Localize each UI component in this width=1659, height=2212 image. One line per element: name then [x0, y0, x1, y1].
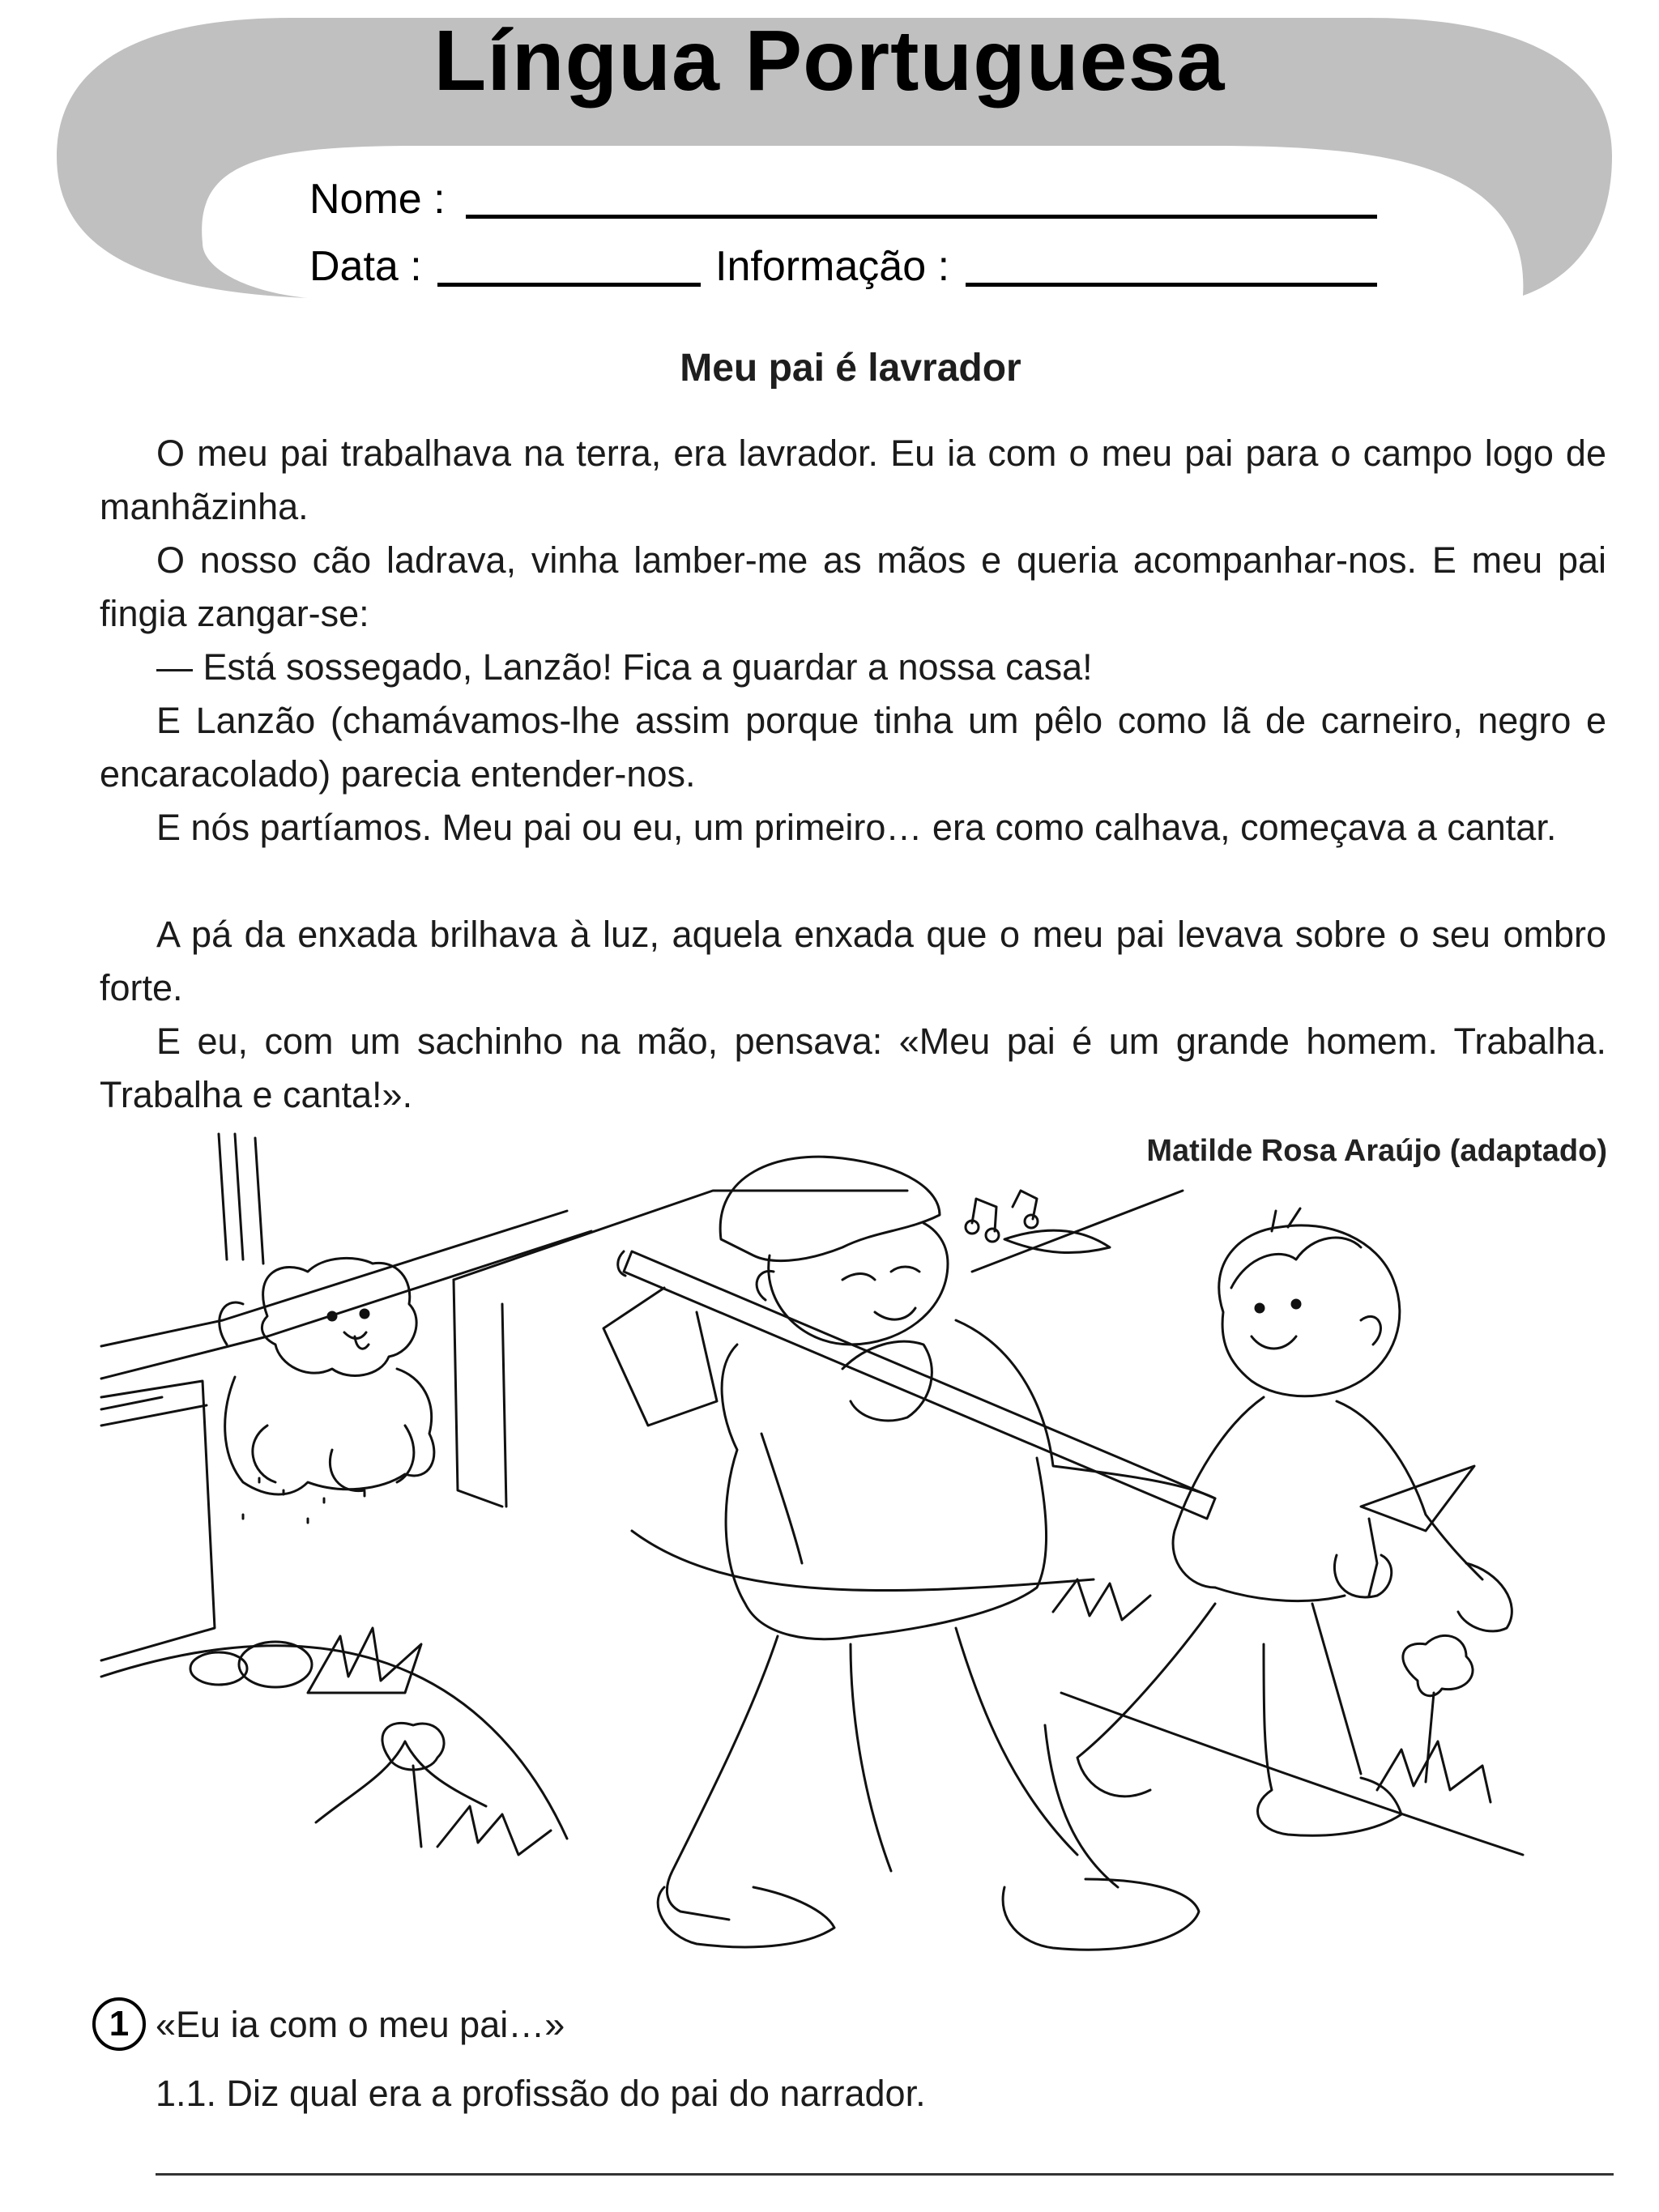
question-number-badge: 1 — [92, 1997, 146, 2051]
story-title: Meu pai é lavrador — [680, 347, 1021, 390]
wall-background — [101, 1134, 1183, 1660]
story-author: Matilde Rosa Araújo (adaptado) — [1146, 1134, 1607, 1168]
story-paragraph: O meu pai trabalhava na terra, era lavrador. Eu ia com o meu pai para o campo logo de manhãzinha. — [100, 433, 1606, 527]
story-paragraph: E nós partíamos. Meu pai ou eu, um primeiro… era como calhava, começava a cantar. — [156, 807, 1557, 848]
story-paragraph: A pá da enxada brilhava à luz, aquela enxada que o meu pai levava sobre o seu ombro forte. — [100, 914, 1606, 1008]
date-field-line[interactable] — [437, 283, 701, 287]
date-label: Data : — [309, 243, 422, 290]
info-label: Informação : — [715, 243, 950, 290]
coloring-illustration — [0, 1077, 1659, 2001]
worksheet-title: Língua Portuguesa — [433, 13, 1226, 109]
rocks-and-plants — [190, 1230, 1491, 1855]
answer-line[interactable] — [156, 2173, 1614, 2176]
name-field-line[interactable] — [466, 215, 1377, 219]
story-paragraph: E eu, com um sachinho na mão, pensava: «Meu pai é um grande homem. Trabalha. Trabalha e canta!». — [100, 1021, 1606, 1115]
name-label: Nome : — [309, 176, 446, 223]
question-quote: «Eu ia com o meu pai…» — [156, 2004, 565, 2045]
father-with-hoe — [603, 1157, 1215, 1950]
story-paragraph: O nosso cão ladrava, vinha lamber-me as mãos e queria acompanhar-nos. E meu pai fingia zangar-se: — [100, 539, 1606, 634]
story-paragraph: E Lanzão (chamávamos-lhe assim porque tinha um pêlo como lã de carneiro, negro e encaracolado) parecia entender-nos. — [100, 700, 1606, 795]
info-field-line[interactable] — [966, 283, 1377, 287]
boy-with-trowel — [1077, 1208, 1512, 1835]
subquestion-text: 1.1. Diz qual era a profissão do pai do narrador. — [156, 2073, 926, 2114]
story-paragraph: — Está sossegado, Lanzão! Fica a guardar a nossa casa! — [156, 646, 1093, 688]
